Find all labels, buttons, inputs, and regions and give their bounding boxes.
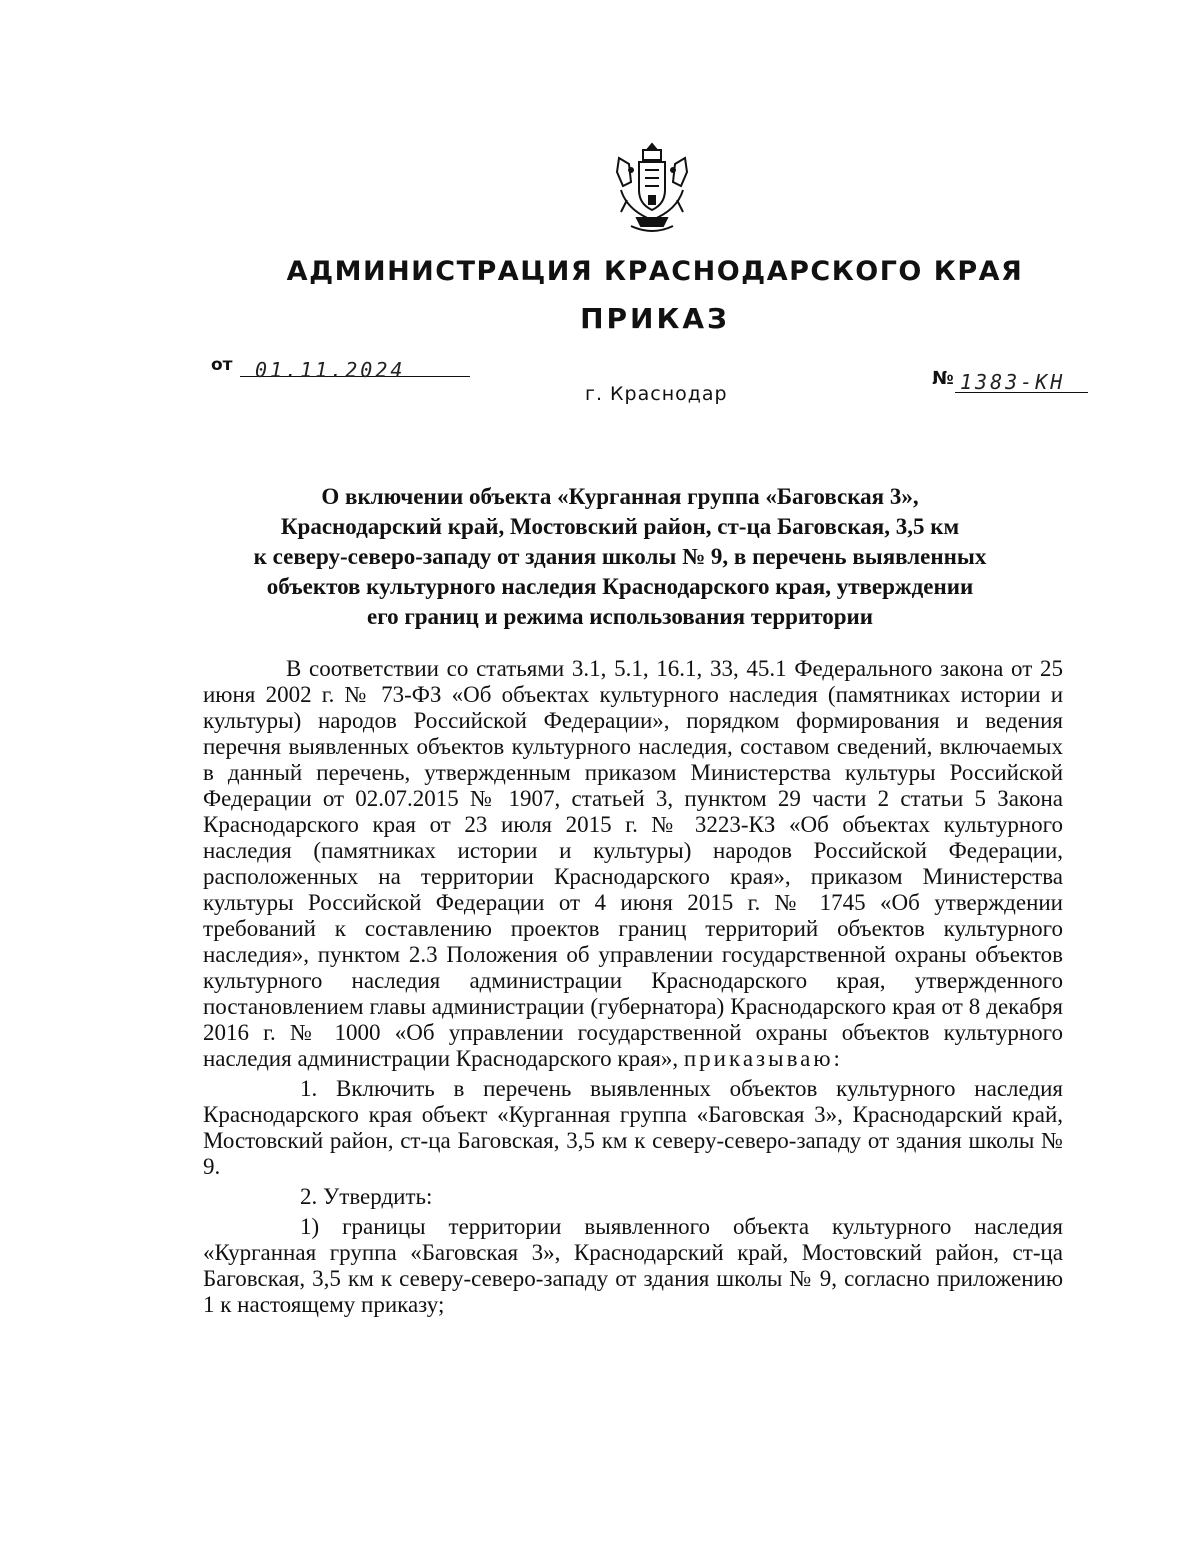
orders-word: приказываю:: [683, 1046, 843, 1071]
date-value: 01.11.2024: [255, 358, 406, 382]
number-label: №: [932, 368, 954, 389]
city-name: г. Краснодар: [585, 383, 728, 405]
title-line: Краснодарский край, Мостовский район, ст-ца Баговская, 3,5 км: [280, 514, 960, 539]
document-body: [203, 656, 1063, 1322]
preamble-paragraph: [203, 656, 1063, 1072]
title-line: О включении объекта «Курганная группа «Баговская 3»,: [321, 484, 919, 509]
document-title: [180, 482, 1060, 632]
preamble-text: В соответствии со статьями 3.1, 5.1, 16.1, 33, 45.1 Федерального закона от 25 июня 2002 г. № 73-ФЗ «Об объектах культурного наследия (памятниках истории и культуры) народов Российской Федерации», порядком формирования и ведения перечня выявленных объектов культурного наследия, составом сведений, включаемых в данный перечень, утвержденным приказом Министерства культуры Российской Федерации от 02.07.2015 № 1907, статьей 3, пунктом 29 части 2 статьи 5 Закона Краснодарского края от 23 июля 2015 г. № 3223-КЗ «Об объектах культурного наследия (памятниках истории и культуры) народов Российской Федерации, расположенных на территории Краснодарского края», приказом Министерства культуры Российской Федерации от 4 июня 2015 г. № 1745 «Об утверждении требований к составлению проектов границ территорий объектов культурного наследия», пунктом 2.3 Положения об управлении государственной охраны объектов культурного наследия администрации Краснодарского края, утвержденного постановлением главы администрации (губернатора) Краснодарского края от 8 декабря 2016 г. № 1000 «Об управлении государственной охраны объектов культурного наследия администрации Краснодарского края»,: [203, 656, 1063, 1071]
organization-name: АДМИНИСТРАЦИЯ КРАСНОДАРСКОГО КРАЯ: [286, 256, 1024, 287]
title-line: его границ и режима использования территории: [366, 604, 874, 629]
item-1-paragraph: 1. Включить в перечень выявленных объектов культурного наследия Краснодарского края объект «Курганная группа «Баговская 3», Краснодарский край, Мостовский район, ст-ца Баговская, 3,5 км к северу-северо-западу от здания школы № 9.: [203, 1076, 1063, 1179]
number-value: 1383-КН: [960, 370, 1066, 394]
document-type: ПРИКАЗ: [580, 302, 730, 335]
item-2-paragraph: 2. Утвердить:: [300, 1184, 433, 1209]
title-line: объектов культурного наследия Краснодарского края, утверждении: [266, 574, 974, 599]
date-label: от: [211, 355, 233, 375]
item-2-1-paragraph: 1) границы территории выявленного объекта культурного наследия «Курганная группа «Баговская 3», Краснодарский край, Мостовский район, ст-ца Баговская, 3,5 км к северу-северо-западу от здания школы № 9, согласно приложению 1 к настоящему приказу;: [203, 1214, 1063, 1317]
coat-of-arms-emblem: [607, 140, 697, 235]
title-line: к северу-северо-западу от здания школы № 9, в перечень выявленных: [253, 544, 987, 569]
